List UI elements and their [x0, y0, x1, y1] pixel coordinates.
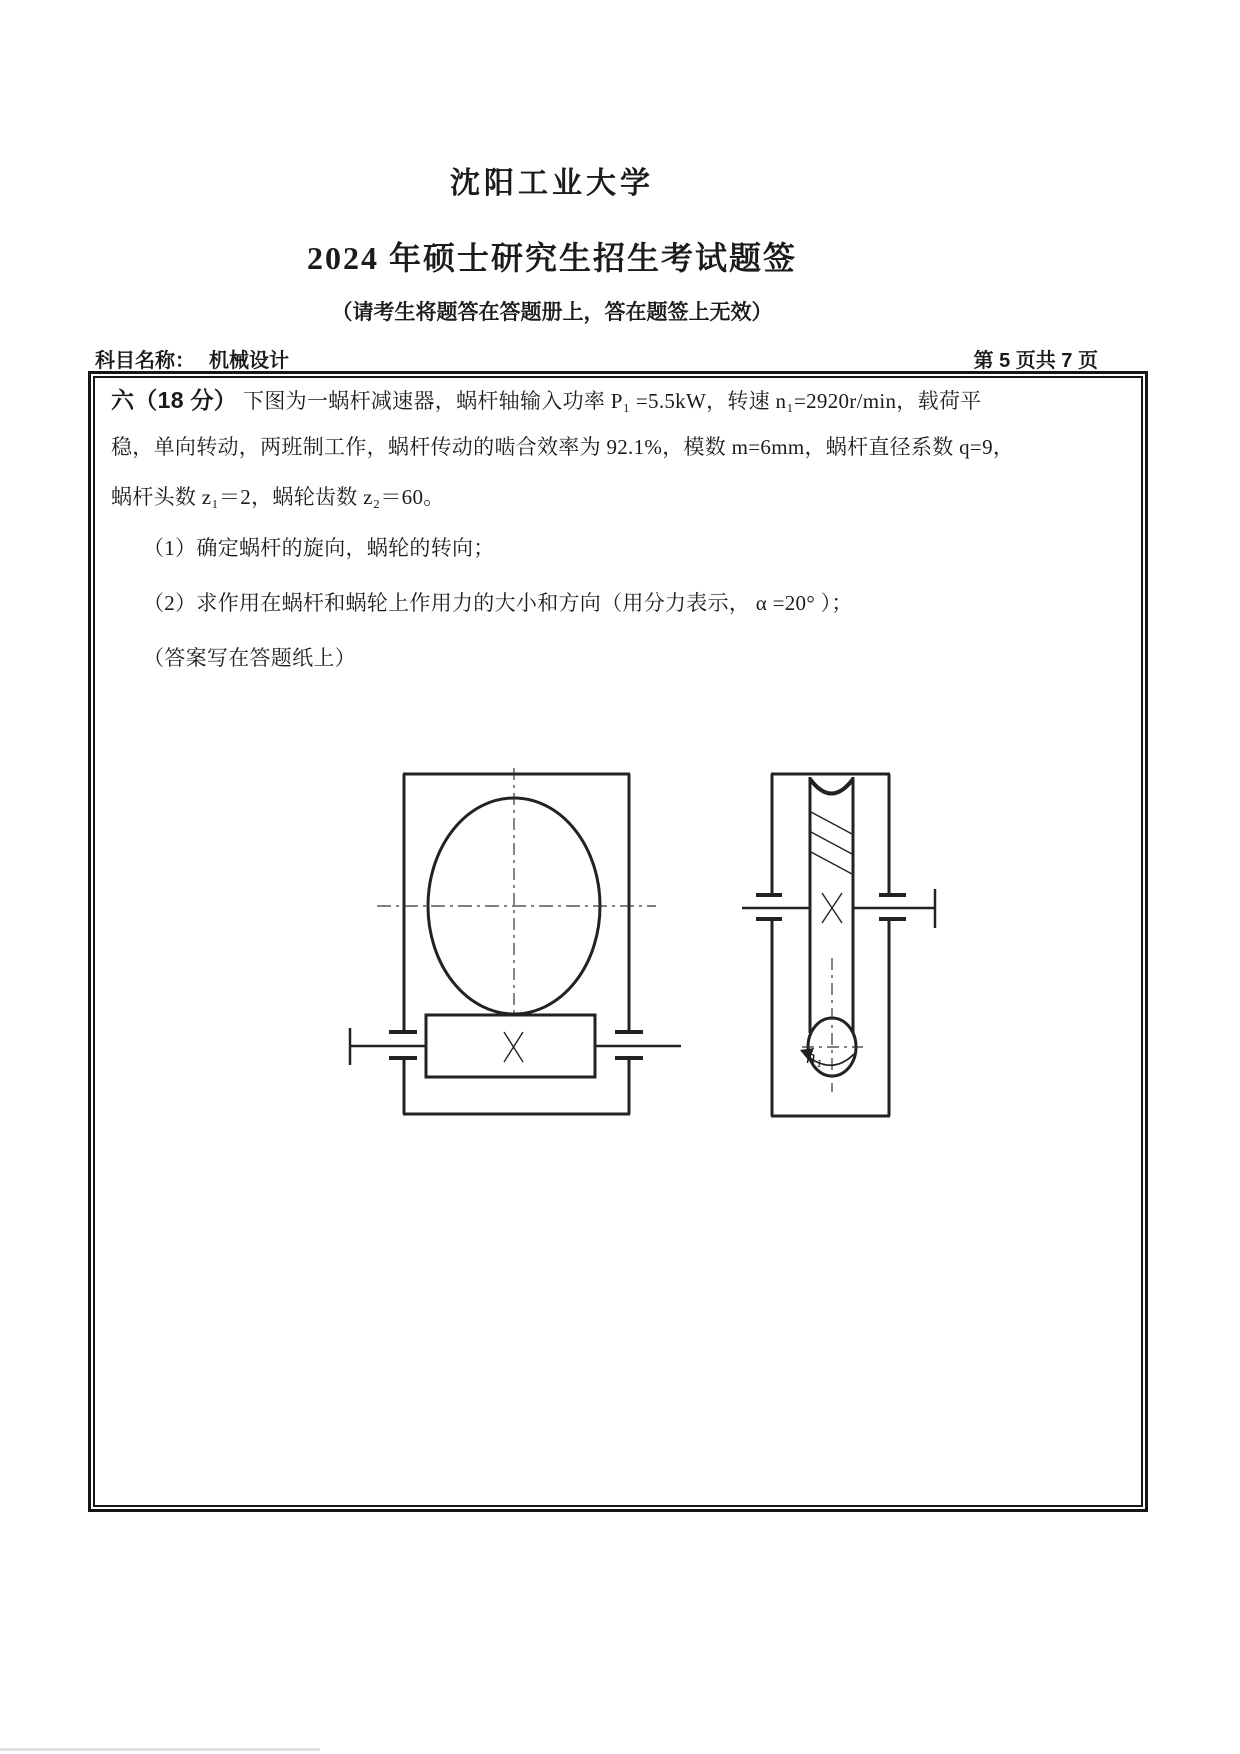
worm-shaft-cross-mark [504, 1032, 523, 1062]
worm-shaft-box [426, 1015, 595, 1077]
question-number: 六（18 分） [111, 387, 238, 413]
question-item-2: （2）求作用在蜗杆和蜗轮上作用力的大小和方向（用分力表示， α =20° ）； [143, 591, 853, 615]
worm-speed-label: n₁ [806, 1047, 823, 1068]
exam-title: 2024 年硕士研究生招生考试题签 [306, 240, 797, 276]
question-line-2: 稳，单向转动，两班制工作，蜗杆传动的啮合效率为 92.1%，模数 m=6mm，蜗杆直径系数 q=9， [111, 435, 1015, 459]
wheel-shaft-cross-mark [822, 893, 842, 923]
exam-note: （请考生将题答在答题册上，答在题签上无效） [331, 300, 773, 324]
worm-reducer-figure [300, 678, 960, 1140]
question-line-3: 蜗杆头数 z₁＝2，蜗轮齿数 z₂＝60。 [111, 485, 445, 509]
worm-helix-hatching [811, 812, 852, 874]
question-item-1: （1）确定蜗杆的旋向，蜗轮的转向； [143, 536, 495, 560]
university-title: 沈阳工业大学 [450, 167, 654, 200]
left-view-centerlines [377, 768, 656, 1015]
subject-value: 机械设计 [209, 350, 289, 372]
subject-label: 科目名称： [95, 350, 195, 372]
page-number: 第 5 页共 7 页 [973, 350, 1098, 372]
question-line-1 [111, 382, 982, 415]
question-line-1-text: 下图为一蜗杆减速器，蜗杆轴输入功率 P₁ =5.5kW，转速 n₁=2920r/min，载荷平 [243, 389, 982, 413]
scan-artifact [0, 1748, 320, 1751]
question-item-3: （答案写在答题纸上） [143, 646, 356, 670]
